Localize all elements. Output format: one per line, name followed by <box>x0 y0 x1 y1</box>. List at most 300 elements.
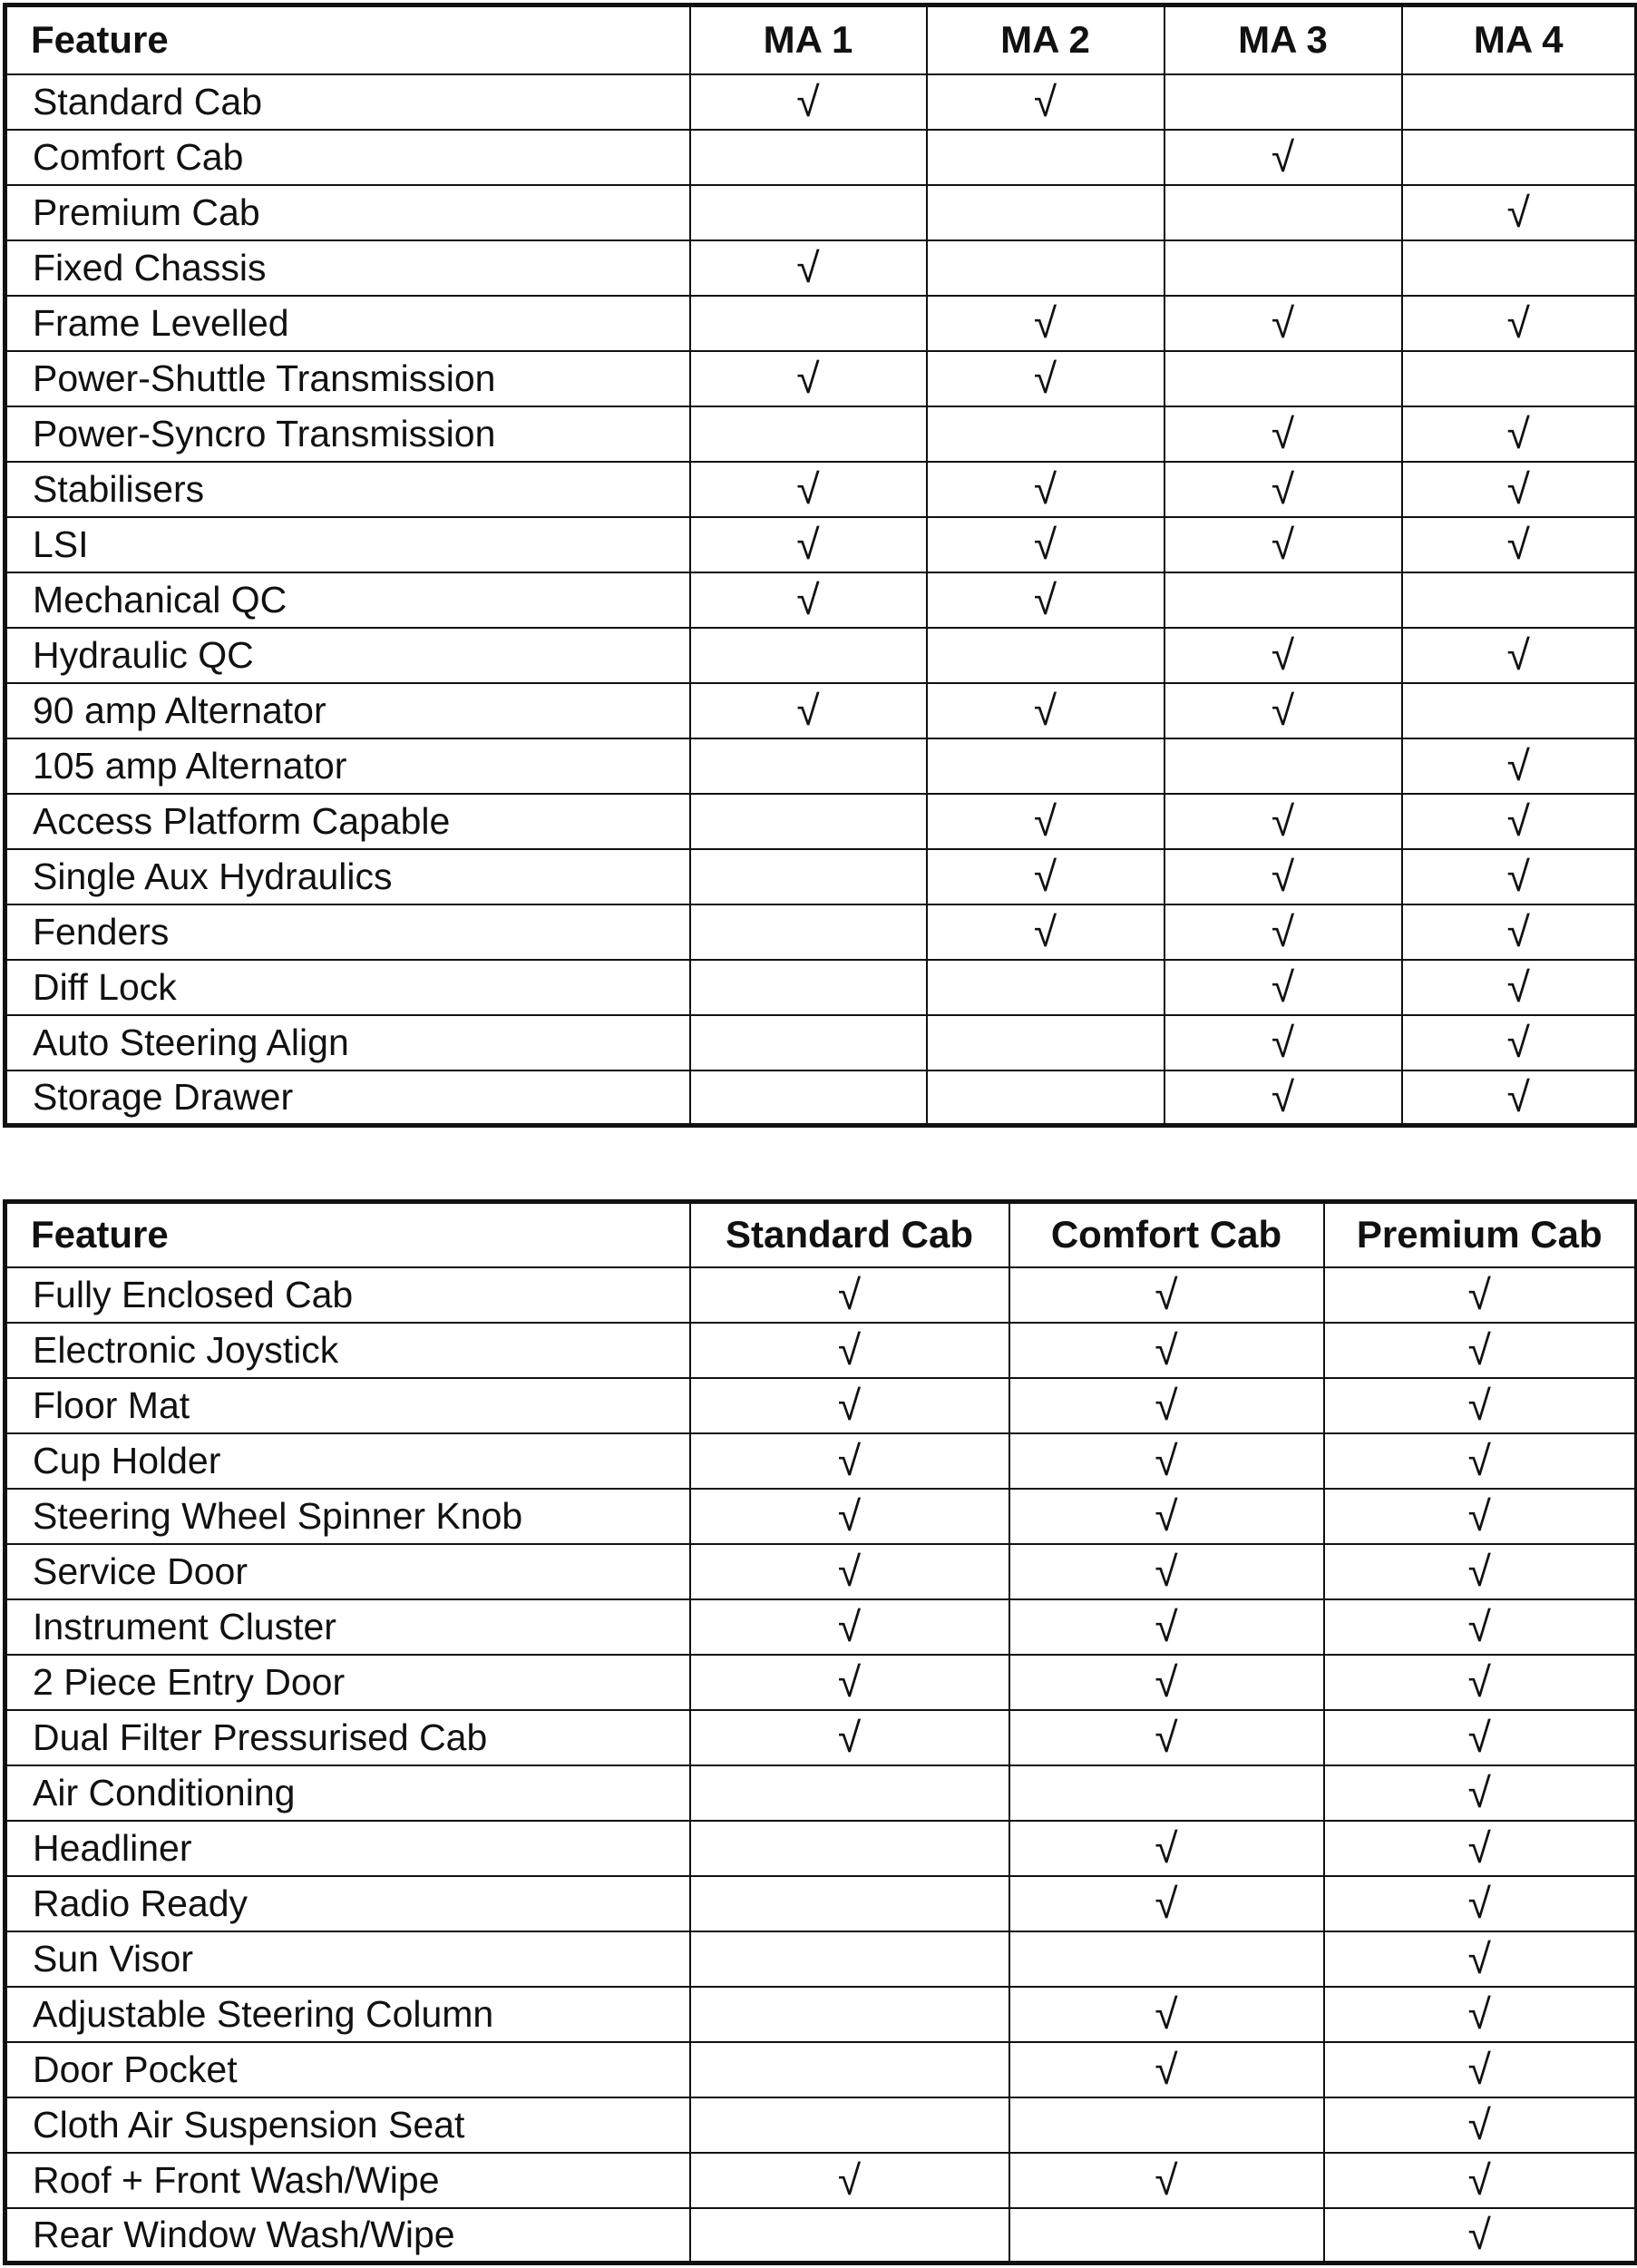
checkmark-icon: √ <box>1271 465 1295 513</box>
check-cell <box>927 960 1164 1015</box>
check-cell <box>1402 794 1637 849</box>
column-header-premium-cab: Premium Cab <box>1324 1202 1637 1267</box>
check-cell <box>1402 628 1637 683</box>
checkmark-icon: √ <box>837 1492 862 1540</box>
checkmark-icon: √ <box>837 1382 862 1429</box>
check-cell <box>1402 296 1637 351</box>
check-cell <box>1324 1655 1637 1710</box>
table-row <box>5 1987 1637 2042</box>
check-cell <box>1009 1876 1324 1931</box>
table-row <box>5 1710 1637 1765</box>
check-cell <box>1164 406 1402 462</box>
table-row <box>5 1015 1637 1070</box>
table-row <box>5 904 1637 960</box>
feature-name: Standard Cab <box>5 74 690 130</box>
checkmark-icon: √ <box>1155 1326 1178 1374</box>
check-cell <box>690 572 927 628</box>
checkmark-icon: √ <box>1467 1492 1491 1540</box>
checkmark-icon: √ <box>1271 410 1295 457</box>
check-cell <box>1164 185 1402 240</box>
check-cell <box>690 1489 1009 1544</box>
table-row <box>5 794 1637 849</box>
checkmark-icon: √ <box>1467 2156 1491 2204</box>
column-header-ma-3: MA 3 <box>1164 5 1402 74</box>
check-cell <box>1009 1267 1324 1323</box>
check-cell <box>1164 683 1402 738</box>
check-cell <box>690 351 927 406</box>
check-cell <box>1164 240 1402 296</box>
check-cell <box>927 462 1164 517</box>
check-cell <box>690 1378 1009 1433</box>
checkmark-icon: √ <box>1033 797 1057 845</box>
feature-name: Hydraulic QC <box>5 628 690 683</box>
checkmark-icon: √ <box>1467 1990 1491 2038</box>
checkmark-icon: √ <box>1155 1990 1178 2038</box>
table-row <box>5 1323 1637 1378</box>
checkmark-icon: √ <box>837 1271 862 1318</box>
check-cell <box>1164 738 1402 794</box>
table-row <box>5 738 1637 794</box>
check-cell <box>1402 738 1637 794</box>
table-row <box>5 960 1637 1015</box>
checkmark-icon: √ <box>837 2156 862 2204</box>
table-row <box>5 462 1637 517</box>
table-row <box>5 130 1637 185</box>
table-row <box>5 1821 1637 1876</box>
check-cell <box>690 1876 1009 1931</box>
check-cell <box>927 240 1164 296</box>
check-cell <box>690 517 927 572</box>
feature-name: Comfort Cab <box>5 130 690 185</box>
feature-name: 105 amp Alternator <box>5 738 690 794</box>
feature-name: Service Door <box>5 1544 690 1599</box>
checkmark-icon: √ <box>1155 1603 1178 1650</box>
feature-name: Stabilisers <box>5 462 690 517</box>
check-cell <box>927 904 1164 960</box>
check-cell <box>1402 130 1637 185</box>
checkmark-icon: √ <box>1033 687 1057 734</box>
check-cell <box>927 572 1164 628</box>
check-cell <box>1402 240 1637 296</box>
check-cell <box>1402 904 1637 960</box>
checkmark-icon: √ <box>1033 521 1057 568</box>
check-cell <box>1324 1765 1637 1821</box>
check-cell <box>1009 2042 1324 2097</box>
check-cell <box>1009 1378 1324 1433</box>
feature-name: Single Aux Hydraulics <box>5 849 690 904</box>
table-row <box>5 240 1637 296</box>
check-cell <box>690 1267 1009 1323</box>
table-row <box>5 628 1637 683</box>
check-cell <box>927 683 1164 738</box>
feature-name: 2 Piece Entry Door <box>5 1655 690 1710</box>
check-cell <box>690 849 927 904</box>
checkmark-icon: √ <box>796 576 820 623</box>
checkmark-icon: √ <box>1271 908 1295 955</box>
check-cell <box>690 1765 1009 1821</box>
checkmark-icon: √ <box>1033 576 1057 623</box>
check-cell <box>1164 904 1402 960</box>
checkmark-icon: √ <box>1033 355 1057 402</box>
check-cell <box>1009 2097 1324 2153</box>
checkmark-icon: √ <box>1155 1548 1178 1595</box>
check-cell <box>1009 2208 1324 2263</box>
check-cell <box>1324 2153 1637 2208</box>
checkmark-icon: √ <box>1271 631 1295 679</box>
checkmark-icon: √ <box>1506 299 1530 347</box>
header-row <box>5 1202 1637 1267</box>
column-header-comfort-cab: Comfort Cab <box>1009 1202 1324 1267</box>
table-row <box>5 1931 1637 1987</box>
checkmark-icon: √ <box>1271 687 1295 734</box>
feature-name: Headliner <box>5 1821 690 1876</box>
checkmark-icon: √ <box>1467 2046 1491 2093</box>
check-cell <box>1324 1544 1637 1599</box>
table-row <box>5 1433 1637 1489</box>
checkmark-icon: √ <box>837 1326 862 1374</box>
feature-name: Floor Mat <box>5 1378 690 1433</box>
check-cell <box>1164 849 1402 904</box>
table-row <box>5 296 1637 351</box>
feature-name: Roof + Front Wash/Wipe <box>5 2153 690 2208</box>
table-row <box>5 1544 1637 1599</box>
check-cell <box>690 1433 1009 1489</box>
table-row <box>5 1489 1637 1544</box>
table-row <box>5 849 1637 904</box>
check-cell <box>927 1070 1164 1126</box>
feature-name: Storage Drawer <box>5 1070 690 1126</box>
check-cell <box>1324 2097 1637 2153</box>
checkmark-icon: √ <box>837 1437 862 1484</box>
check-cell <box>1402 462 1637 517</box>
checkmark-icon: √ <box>1271 797 1295 845</box>
check-cell <box>1164 960 1402 1015</box>
check-cell <box>927 351 1164 406</box>
feature-name: Fully Enclosed Cab <box>5 1267 690 1323</box>
checkmark-icon: √ <box>1467 1603 1491 1650</box>
check-cell <box>927 628 1164 683</box>
column-header-feature: Feature <box>5 5 690 74</box>
checkmark-icon: √ <box>796 521 820 568</box>
feature-name: Air Conditioning <box>5 1765 690 1821</box>
checkmark-icon: √ <box>1467 1382 1491 1429</box>
check-cell <box>690 960 927 1015</box>
checkmark-icon: √ <box>1033 853 1057 900</box>
checkmark-icon: √ <box>1506 521 1530 568</box>
check-cell <box>1009 1489 1324 1544</box>
feature-name: Diff Lock <box>5 960 690 1015</box>
check-cell <box>690 1821 1009 1876</box>
checkmark-icon: √ <box>1506 797 1530 845</box>
feature-name: Fenders <box>5 904 690 960</box>
checkmark-icon: √ <box>837 1714 862 1761</box>
checkmark-icon: √ <box>1271 1073 1295 1121</box>
checkmark-icon: √ <box>1467 1935 1491 1982</box>
check-cell <box>927 185 1164 240</box>
check-cell <box>1164 1070 1402 1126</box>
header-row <box>5 5 1637 74</box>
check-cell <box>927 296 1164 351</box>
table-row <box>5 572 1637 628</box>
check-cell <box>1324 1599 1637 1655</box>
check-cell <box>1402 351 1637 406</box>
feature-name: Rear Window Wash/Wipe <box>5 2208 690 2263</box>
check-cell <box>927 406 1164 462</box>
table-row <box>5 406 1637 462</box>
checkmark-icon: √ <box>1467 1714 1491 1761</box>
checkmark-icon: √ <box>796 687 820 734</box>
table-row <box>5 2097 1637 2153</box>
check-cell <box>690 185 927 240</box>
checkmark-icon: √ <box>1506 631 1530 679</box>
checkmark-icon: √ <box>1155 1880 1178 1927</box>
check-cell <box>927 517 1164 572</box>
checkmark-icon: √ <box>1506 410 1530 457</box>
checkmark-icon: √ <box>1506 1019 1530 1066</box>
checkmark-icon: √ <box>1033 465 1057 513</box>
checkmark-icon: √ <box>1155 1437 1178 1484</box>
check-cell <box>1164 462 1402 517</box>
check-cell <box>690 1070 927 1126</box>
table-row <box>5 1765 1637 1821</box>
checkmark-icon: √ <box>1506 853 1530 900</box>
check-cell <box>1164 296 1402 351</box>
check-cell <box>690 240 927 296</box>
feature-name: Frame Levelled <box>5 296 690 351</box>
feature-name: Fixed Chassis <box>5 240 690 296</box>
feature-name: Instrument Cluster <box>5 1599 690 1655</box>
check-cell <box>690 296 927 351</box>
table-row <box>5 2208 1637 2263</box>
check-cell <box>1009 1655 1324 1710</box>
checkmark-icon: √ <box>1155 1382 1178 1429</box>
checkmark-icon: √ <box>1506 963 1530 1011</box>
table-row <box>5 1070 1637 1126</box>
check-cell <box>1164 1015 1402 1070</box>
feature-name: Steering Wheel Spinner Knob <box>5 1489 690 1544</box>
check-cell <box>1402 517 1637 572</box>
check-cell <box>1402 572 1637 628</box>
table-row <box>5 1599 1637 1655</box>
checkmark-icon: √ <box>1467 1437 1491 1484</box>
check-cell <box>1324 1433 1637 1489</box>
feature-name: Sun Visor <box>5 1931 690 1987</box>
check-cell <box>690 1710 1009 1765</box>
check-cell <box>690 74 927 130</box>
check-cell <box>1164 572 1402 628</box>
checkmark-icon: √ <box>1506 465 1530 513</box>
check-cell <box>1324 1267 1637 1323</box>
check-cell <box>927 849 1164 904</box>
check-cell <box>690 2208 1009 2263</box>
check-cell <box>690 2097 1009 2153</box>
check-cell <box>690 794 927 849</box>
check-cell <box>1009 1931 1324 1987</box>
check-cell <box>1324 1876 1637 1931</box>
checkmark-icon: √ <box>1467 1658 1491 1706</box>
check-cell <box>1324 2042 1637 2097</box>
checkmark-icon: √ <box>1155 1658 1178 1706</box>
table-row <box>5 683 1637 738</box>
check-cell <box>1402 1015 1637 1070</box>
check-cell <box>1164 628 1402 683</box>
check-cell <box>1324 1378 1637 1433</box>
check-cell <box>927 74 1164 130</box>
checkmark-icon: √ <box>1467 1824 1491 1872</box>
check-cell <box>1324 1931 1637 1987</box>
check-cell <box>1324 1710 1637 1765</box>
check-cell <box>1164 74 1402 130</box>
checkmark-icon: √ <box>837 1548 862 1595</box>
checkmark-icon: √ <box>1271 521 1295 568</box>
checkmark-icon: √ <box>1271 1019 1295 1066</box>
check-cell <box>690 1599 1009 1655</box>
table-row <box>5 2153 1637 2208</box>
check-cell <box>1324 2208 1637 2263</box>
check-cell <box>1324 1987 1637 2042</box>
checkmark-icon: √ <box>1033 299 1057 347</box>
check-cell <box>690 1323 1009 1378</box>
check-cell <box>690 2042 1009 2097</box>
checkmark-icon: √ <box>796 78 820 125</box>
table-row <box>5 2042 1637 2097</box>
column-header-standard-cab: Standard Cab <box>690 1202 1009 1267</box>
column-header-ma-1: MA 1 <box>690 5 927 74</box>
checkmark-icon: √ <box>1506 189 1530 236</box>
feature-name: Adjustable Steering Column <box>5 1987 690 2042</box>
check-cell <box>927 130 1164 185</box>
check-cell <box>690 904 927 960</box>
feature-name: Cloth Air Suspension Seat <box>5 2097 690 2153</box>
check-cell <box>690 1544 1009 1599</box>
checkmark-icon: √ <box>1467 1326 1491 1374</box>
check-cell <box>1324 1821 1637 1876</box>
feature-name: Electronic Joystick <box>5 1323 690 1378</box>
feature-name: Door Pocket <box>5 2042 690 2097</box>
check-cell <box>690 130 927 185</box>
checkmark-icon: √ <box>796 465 820 513</box>
check-cell <box>1009 1710 1324 1765</box>
check-cell <box>1402 960 1637 1015</box>
check-cell <box>1009 1987 1324 2042</box>
checkmark-icon: √ <box>796 355 820 402</box>
table-row <box>5 1267 1637 1323</box>
table-row <box>5 1876 1637 1931</box>
check-cell <box>1324 1323 1637 1378</box>
feature-name: Power-Shuttle Transmission <box>5 351 690 406</box>
checkmark-icon: √ <box>1033 908 1057 955</box>
feature-name: Premium Cab <box>5 185 690 240</box>
checkmark-icon: √ <box>1033 78 1057 125</box>
check-cell <box>690 1015 927 1070</box>
check-cell <box>1402 74 1637 130</box>
checkmark-icon: √ <box>1467 2211 1491 2259</box>
check-cell <box>1009 1765 1324 1821</box>
check-cell <box>690 683 927 738</box>
table-row <box>5 1655 1637 1710</box>
check-cell <box>927 738 1164 794</box>
checkmark-icon: √ <box>1271 853 1295 900</box>
check-cell <box>1164 794 1402 849</box>
table-row <box>5 185 1637 240</box>
checkmark-icon: √ <box>1271 133 1295 181</box>
checkmark-icon: √ <box>1467 1880 1491 1927</box>
check-cell <box>927 1015 1164 1070</box>
check-cell <box>1009 2153 1324 2208</box>
check-cell <box>1402 1070 1637 1126</box>
checkmark-icon: √ <box>1155 1271 1178 1318</box>
checkmark-icon: √ <box>1506 908 1530 955</box>
checkmark-icon: √ <box>837 1603 862 1650</box>
checkmark-icon: √ <box>837 1658 862 1706</box>
check-cell <box>1402 849 1637 904</box>
table-row <box>5 1378 1637 1433</box>
check-cell <box>1402 683 1637 738</box>
check-cell <box>1009 1544 1324 1599</box>
check-cell <box>690 1655 1009 1710</box>
feature-name: LSI <box>5 517 690 572</box>
table-row <box>5 351 1637 406</box>
feature-name: Cup Holder <box>5 1433 690 1489</box>
checkmark-icon: √ <box>1155 1492 1178 1540</box>
check-cell <box>690 462 927 517</box>
table-row <box>5 74 1637 130</box>
checkmark-icon: √ <box>1506 1073 1530 1121</box>
feature-name: Auto Steering Align <box>5 1015 690 1070</box>
checkmark-icon: √ <box>1155 1714 1178 1761</box>
checkmark-icon: √ <box>1506 742 1530 789</box>
column-header-ma-4: MA 4 <box>1402 5 1637 74</box>
check-cell <box>1164 351 1402 406</box>
checkmark-icon: √ <box>1467 1548 1491 1595</box>
table-row <box>5 517 1637 572</box>
check-cell <box>690 1987 1009 2042</box>
check-cell <box>1009 1323 1324 1378</box>
check-cell <box>690 628 927 683</box>
feature-name: Access Platform Capable <box>5 794 690 849</box>
feature-name: Power-Syncro Transmission <box>5 406 690 462</box>
check-cell <box>1009 1821 1324 1876</box>
check-cell <box>927 794 1164 849</box>
model-feature-table <box>3 3 1637 1128</box>
check-cell <box>1164 130 1402 185</box>
feature-name: 90 amp Alternator <box>5 683 690 738</box>
checkmark-icon: √ <box>1155 2046 1178 2093</box>
feature-name: Mechanical QC <box>5 572 690 628</box>
check-cell <box>1164 517 1402 572</box>
check-cell <box>690 738 927 794</box>
checkmark-icon: √ <box>1467 1769 1491 1816</box>
cab-feature-table <box>3 1199 1637 2265</box>
checkmark-icon: √ <box>1467 2101 1491 2148</box>
check-cell <box>1009 1599 1324 1655</box>
checkmark-icon: √ <box>1155 1824 1178 1872</box>
checkmark-icon: √ <box>1271 963 1295 1011</box>
column-header-ma-2: MA 2 <box>927 5 1164 74</box>
check-cell <box>1402 185 1637 240</box>
check-cell <box>690 2153 1009 2208</box>
check-cell <box>1009 1433 1324 1489</box>
checkmark-icon: √ <box>796 244 820 291</box>
check-cell <box>1402 406 1637 462</box>
checkmark-icon: √ <box>1271 299 1295 347</box>
check-cell <box>690 406 927 462</box>
column-header-feature: Feature <box>5 1202 690 1267</box>
checkmark-icon: √ <box>1155 2156 1178 2204</box>
check-cell <box>1324 1489 1637 1544</box>
feature-name: Dual Filter Pressurised Cab <box>5 1710 690 1765</box>
checkmark-icon: √ <box>1467 1271 1491 1318</box>
